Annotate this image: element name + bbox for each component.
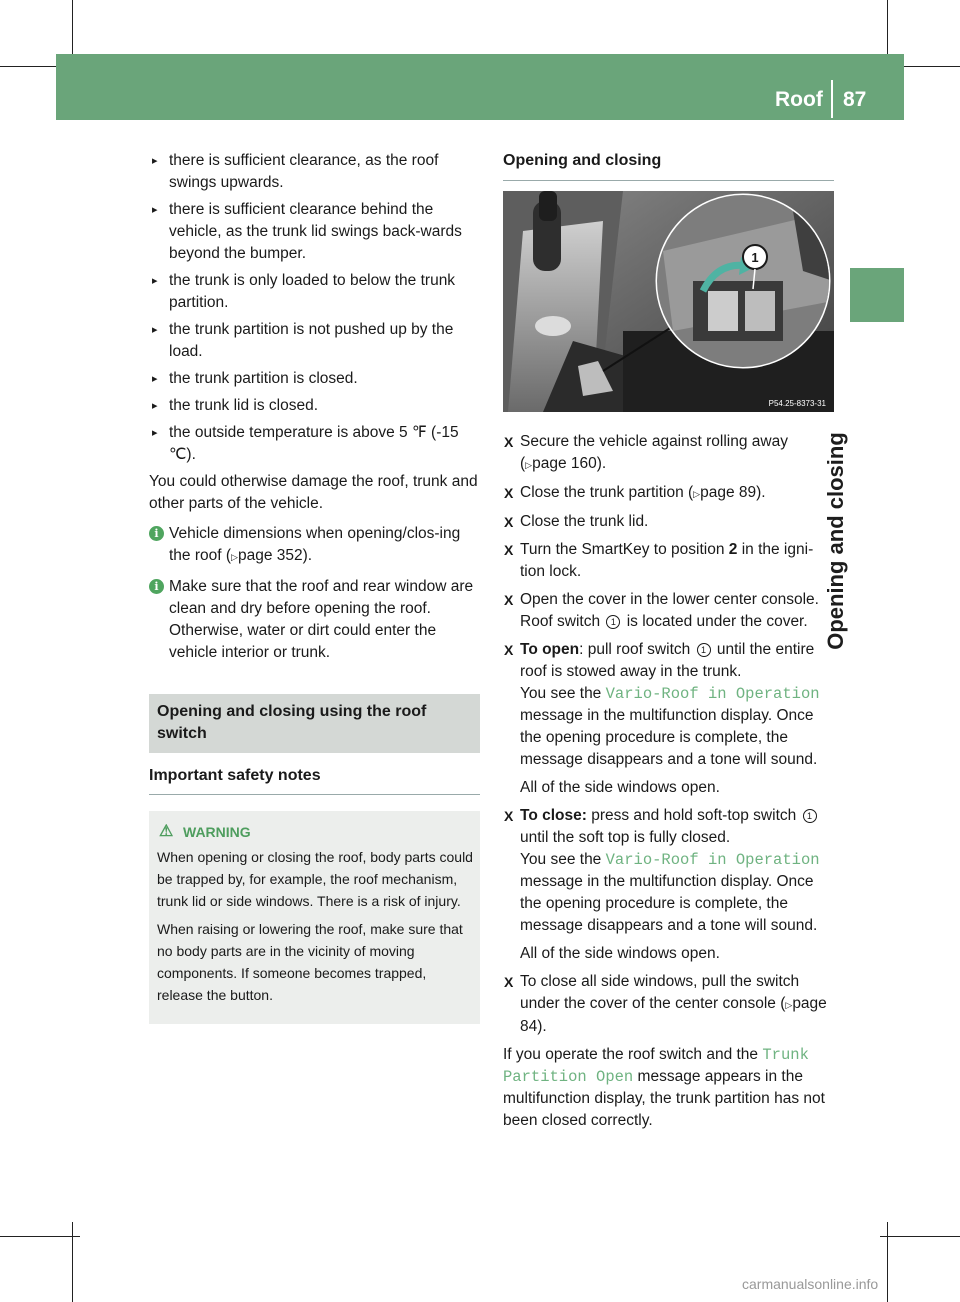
- list-item: X Close the trunk lid.: [503, 511, 834, 533]
- list-item: X Open the cover in the lower center console. Roof switch 1 is located under the cover.: [504, 591, 819, 630]
- right-column: [503, 150, 834, 1138]
- step-marker-icon: X: [504, 592, 514, 608]
- warning-heading: ⚠ WARNING: [157, 821, 474, 843]
- callout-1-icon: 1: [606, 615, 620, 629]
- page-ref-arrow-icon: ▷: [785, 1000, 793, 1010]
- list-item: X To close: press and hold soft-top switch 1 until the soft top is fully closed. You see the Vario-Roof in Operation message in the multifunction display. Once the opening procedure is complete, the message disappears and a tone will sound. All of the side windows open.: [504, 807, 820, 962]
- list-item: ▸ there is sufficient clearance behind the vehicle, as the trunk lid swings back-wards beyond the bumper.: [149, 199, 480, 265]
- list-item: ▸ the trunk partition is not pushed up by the load.: [149, 319, 480, 363]
- list-item: X To open: pull roof switch 1 until the entire roof is stowed away in the trunk. You see the Vario-Roof in Operation message in the multifunction display. Once the opening procedure is complete, the message disappears and a tone will sound. All of the side windows open.: [504, 641, 820, 796]
- center-console-photo: [503, 191, 834, 412]
- crop-mark: [72, 1222, 73, 1302]
- info-note: i Vehicle dimensions when opening/clos-ing the roof (▷page 352).: [149, 523, 480, 568]
- step-marker-icon: X: [504, 974, 514, 990]
- callout-1-icon: 1: [803, 809, 817, 823]
- page-number: 87: [843, 88, 867, 111]
- list-item: ▸ the trunk lid is closed.: [149, 395, 480, 417]
- instruction-steps: [503, 431, 834, 1038]
- list-item: ▸ the trunk partition is closed.: [149, 368, 480, 390]
- page-ref-arrow-icon: ▷: [693, 489, 701, 499]
- step-marker-icon: X: [504, 542, 514, 558]
- page-ref-link[interactable]: page 160).: [532, 455, 607, 472]
- crop-mark: [887, 1222, 888, 1302]
- list-item: ▸ the outside temperature is above 5 ℉ (-15 ℃).: [149, 422, 480, 466]
- display-message: Vario-Roof in Operation: [605, 851, 820, 869]
- callout-number: 1: [751, 250, 759, 265]
- info-icon: i: [149, 579, 164, 594]
- final-note: If you operate the roof switch and the Trunk Partition Open message appears in the multifunction display, the trunk partition has not been closed correctly.: [503, 1046, 825, 1129]
- section-heading: Opening and closing using the roof switch: [149, 694, 480, 753]
- condition-list: [149, 150, 480, 466]
- page-ref-link[interactable]: page 84).: [520, 995, 827, 1035]
- watermark: carmanualsonline.info: [742, 1276, 879, 1292]
- side-section-label: Opening and closing: [823, 432, 848, 650]
- list-item: X Secure the vehicle against rolling away (▷page 160).: [504, 433, 788, 472]
- subheading: Important safety notes: [149, 765, 480, 795]
- section-heading: Opening and closing: [503, 150, 834, 181]
- step-marker-icon: X: [504, 514, 514, 530]
- left-column: [149, 150, 480, 1024]
- warning-text: When raising or lowering the roof, make sure that no body parts are in the vicinity of moving components. If someone becomes trapped, release the button.: [157, 921, 463, 1003]
- step-marker-icon: X: [504, 642, 514, 658]
- warning-text: When opening or closing the roof, body parts could be trapped by, for example, the roof mechanism, trunk lid or side windows. There is a risk of injury.: [157, 849, 473, 909]
- header-divider: [831, 80, 833, 118]
- warning-triangle-icon: ⚠: [159, 823, 174, 840]
- crop-mark: [880, 1236, 960, 1237]
- step-marker-icon: X: [504, 485, 514, 501]
- image-code: P54.25-8373-31: [768, 399, 826, 408]
- page-ref-link[interactable]: page 352).: [237, 547, 313, 564]
- warning-box: [149, 811, 480, 1024]
- display-message: Trunk Partition Open: [503, 1046, 809, 1086]
- header-title: Roof: [775, 88, 823, 111]
- step-marker-icon: X: [504, 808, 514, 824]
- list-item: X To close all side windows, pull the switch under the cover of the center console (▷page 84).: [504, 973, 827, 1035]
- damage-note: You could otherwise damage the roof, trunk and other parts of the vehicle.: [149, 473, 478, 512]
- info-note: i Make sure that the roof and rear window are clean and dry before opening the roof. Otherwise, water or dirt could enter the vehicle interior or trunk.: [149, 576, 480, 664]
- page-ref-arrow-icon: ▷: [525, 460, 533, 470]
- page-ref-arrow-icon: ▷: [231, 552, 238, 562]
- page-ref-link[interactable]: page 89).: [700, 484, 766, 501]
- section-tab: [850, 268, 904, 322]
- list-item: ▸ there is sufficient clearance, as the roof swings upwards.: [149, 150, 480, 194]
- list-item: X Close the trunk partition (▷page 89).: [503, 482, 834, 505]
- callout-1-icon: 1: [697, 643, 711, 657]
- step-marker-icon: X: [504, 434, 514, 450]
- display-message: Vario-Roof in Operation: [605, 685, 820, 703]
- crop-mark: [0, 1236, 80, 1237]
- info-icon: i: [149, 526, 164, 541]
- list-item: X Turn the SmartKey to position 2 in the igni-tion lock.: [504, 541, 814, 580]
- list-item: ▸ the trunk is only loaded to below the trunk partition.: [149, 270, 480, 314]
